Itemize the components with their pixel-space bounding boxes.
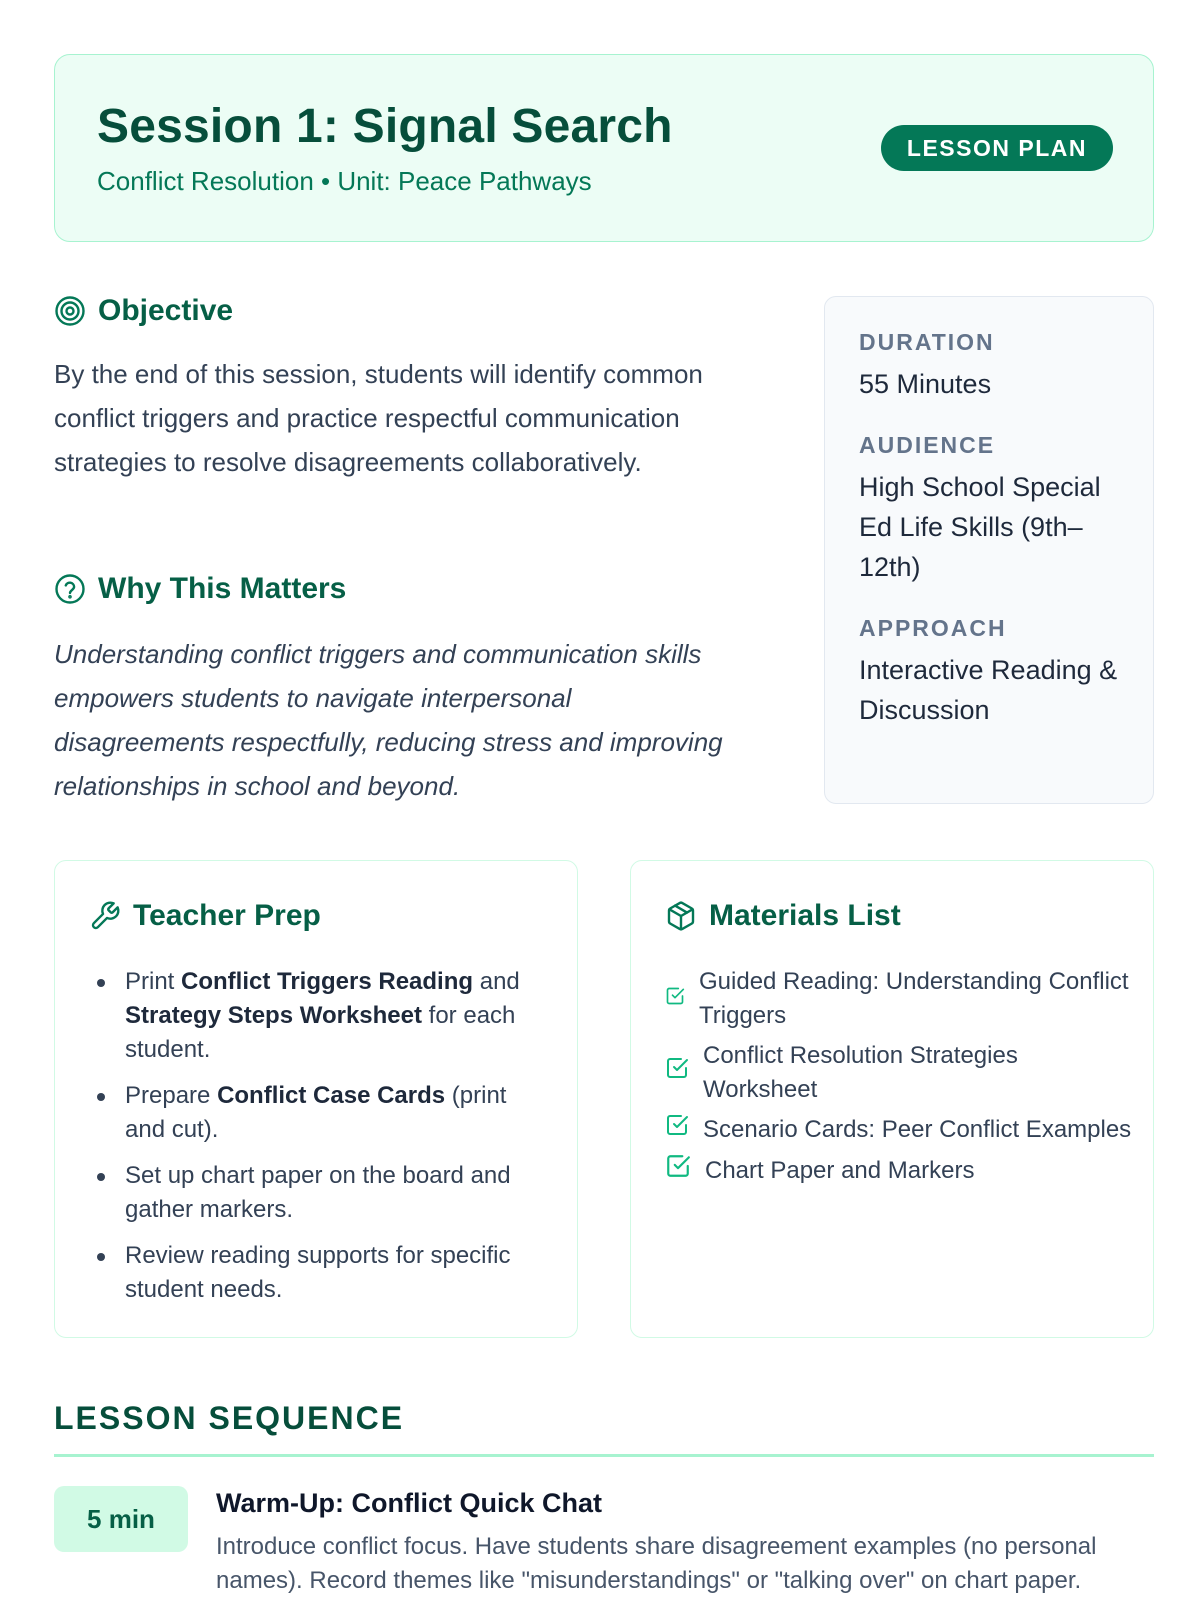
list-item: Scenario Cards: Peer Conflict Examples [665, 1113, 1135, 1147]
section-divider [54, 1454, 1154, 1457]
objective-heading-label: Objective [98, 294, 234, 327]
approach-value: Interactive Reading & Discussion [859, 655, 1118, 725]
target-icon [54, 295, 86, 327]
package-icon [665, 900, 697, 932]
materials-heading [665, 899, 901, 933]
materials-card [630, 860, 1154, 1338]
list-item: Guided Reading: Understanding Conflict Triggers [665, 965, 1135, 1033]
list-item: Set up chart paper on the board and gather markers. [89, 1159, 549, 1227]
checkbox-icon [665, 1056, 689, 1090]
approach-label: APPROACH [859, 615, 1007, 641]
teacher-prep-heading [89, 899, 321, 933]
question-circle-icon [54, 573, 86, 605]
lesson-meta-card [824, 296, 1154, 804]
list-item: Review reading supports for specific student needs. [89, 1239, 549, 1307]
checkbox-icon [665, 1113, 689, 1147]
why-heading [54, 572, 346, 606]
duration-value: 55 Minutes [859, 369, 992, 399]
why-heading-label: Why This Matters [98, 572, 347, 605]
teacher-prep-list [89, 965, 549, 1319]
page-subtitle: Conflict Resolution • Unit: Peace Pathways [97, 166, 592, 196]
objective-text: By the end of this session, students will identify common conflict triggers and practice respectful communication strategies to resolve disagreements collaboratively. [54, 359, 703, 477]
materials-list [665, 965, 1135, 1195]
list-item: Chart Paper and Markers [665, 1153, 1135, 1189]
teacher-prep-card [54, 860, 578, 1338]
step-title: Warm-Up: Conflict Quick Chat [216, 1488, 603, 1518]
checkbox-icon [665, 1153, 691, 1189]
list-item: Conflict Resolution Strategies Worksheet [665, 1039, 1135, 1107]
lesson-plan-badge: LESSON PLAN [881, 125, 1113, 171]
audience-label: AUDIENCE [859, 432, 996, 458]
step-time-badge: 5 min [54, 1486, 188, 1552]
page-title: Session 1: Signal Search [97, 100, 673, 153]
objective-heading [54, 294, 233, 328]
checkbox-icon [665, 982, 685, 1016]
why-text: Understanding conflict triggers and communication skills empowers students to navigate interpersonal disagreements respectfully, reducing stress and improving relationships in school and beyond. [54, 639, 723, 801]
list-item: Print Conflict Triggers Reading and Strategy Steps Worksheet for each student. [89, 965, 549, 1067]
teacher-prep-label: Teacher Prep [133, 899, 321, 932]
wrench-icon [89, 900, 121, 932]
lesson-sequence-title: LESSON SEQUENCE [54, 1400, 405, 1436]
header-card [54, 54, 1154, 242]
audience-value: High School Special Ed Life Skills (9th–12th) [859, 472, 1101, 582]
duration-label: DURATION [859, 329, 995, 355]
list-item: Prepare Conflict Case Cards (print and cut). [89, 1079, 549, 1147]
materials-label: Materials List [709, 899, 901, 932]
step-description: Introduce conflict focus. Have students share disagreement examples (no personal names). Record themes like "misunderstandings" or "talking over" on chart paper. [216, 1533, 1097, 1594]
